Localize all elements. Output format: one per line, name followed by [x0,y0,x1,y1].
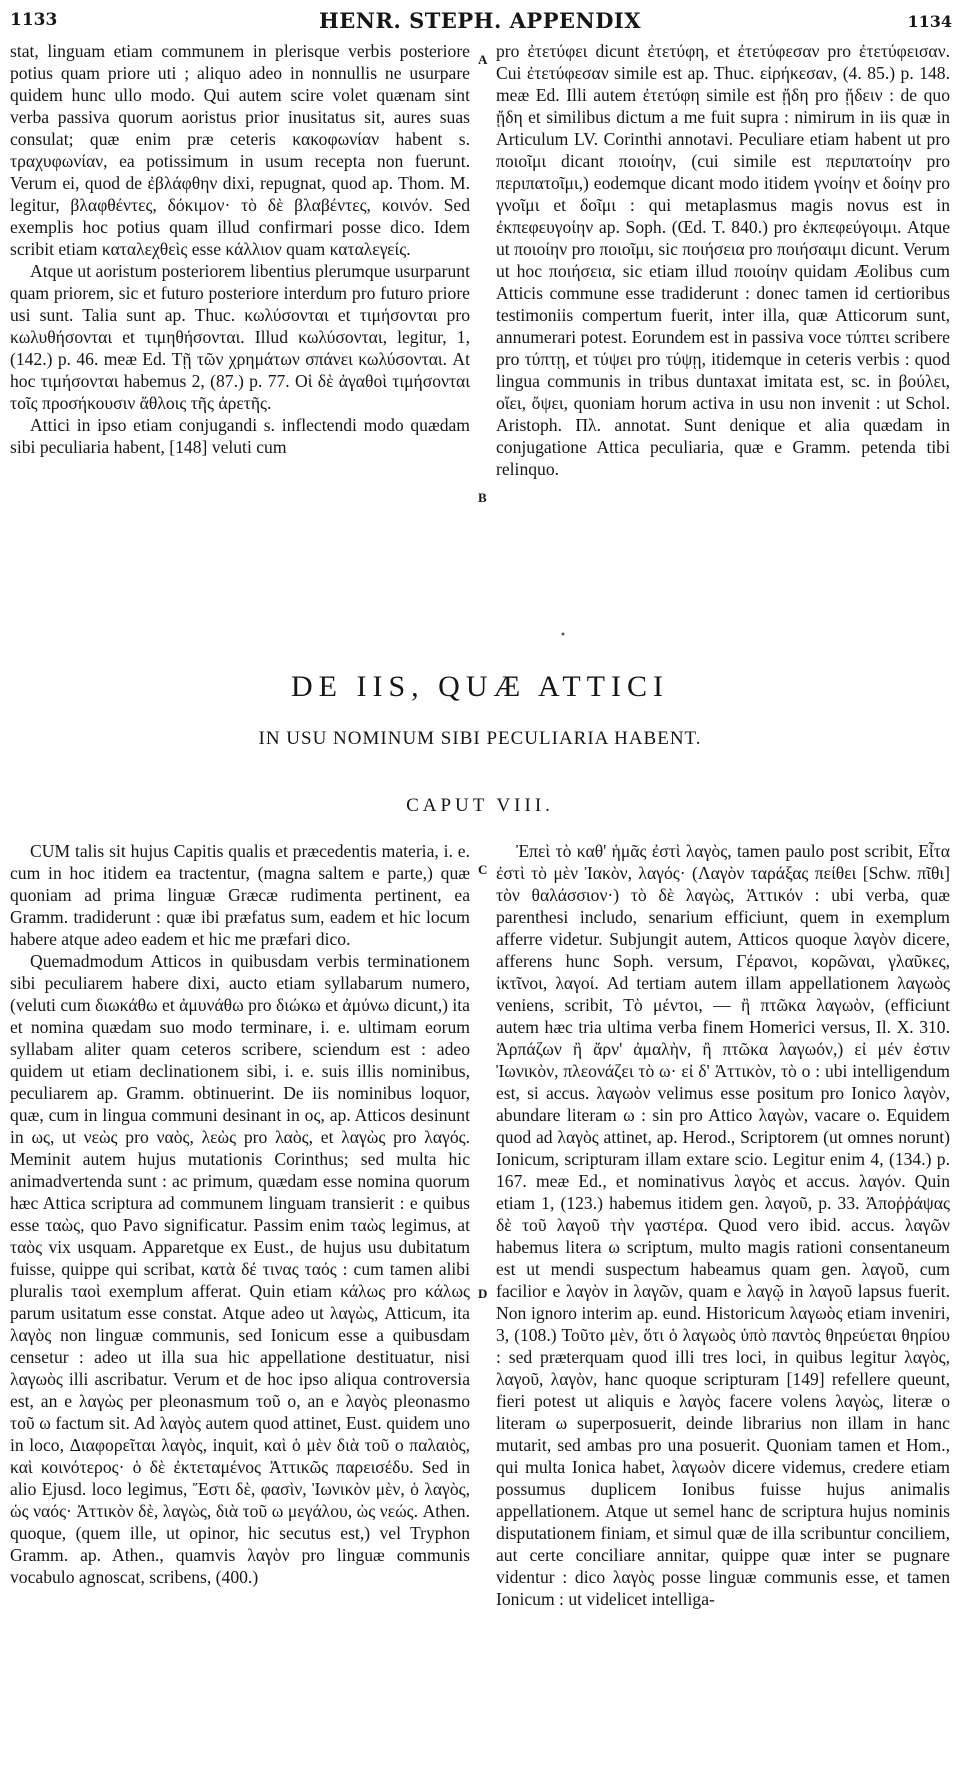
margin-marker-b: B [478,490,487,505]
top-right-column [496,40,950,540]
paragraph: Ἐπεὶ τὸ καθ' ἡμᾶς ἐστὶ λαγὸς, tamen paulo post scribit, Εἶτα ἐστὶ τὸ μὲν Ἰακὸν, λαγός· (Λαγὸν ταράξας πείθει [Schw. πῖθι] τὸν θαλάσσιον·) τὸ δὲ λαγὼς, Ἀττικόν : ubi verba, quæ parenthesi includo, senarium efficiunt, quem in exemplum afferre videtur. Subjungit autem, Atticos quoque λαγὸν dicere, afferens hunc Soph. versum, Γέρανοι, κορῶναι, γλαῦκες, ἰκτῖνοι, λαγοί. Ad tertiam autem illam appellationem λαγωὸς veniens, scribit, Τὸ μέντοι, — ἢ πτῶκα λαγωὸν, (efficiunt autem hæc tria ultima verba finem Homerici versus, Il. X. 310. Ἁρπάζων ἢ ἄρν' ἀμαλὴν, ἢ πτῶκα λαγωόν,) εἰ μέν ἐστιν Ἰωνικὸν, πλεονάζει τὸ ω· εἰ δ' Ἀττικὸν, τὸ ο : ubi intelligendum est, si accus. λαγωὸν velimus esse positum pro Ionico λαγὸν, abundare literam ω : sin pro Attico λαγὼν, vacare o. Equidem quod ad λαγὸς attinet, ap. Herod., Scriptorem (ut omnes norunt) Ionicum, scripturam illam extare scio. Legitur enim 4, (134.) p. 167. meæ Ed., et nominativus λαγὸς et accus. λαγόν. Quin etiam 1, (123.) habemus itidem gen. λαγοῦ, p. 33. Ἀποῤῥάψας δὲ τοῦ λαγοῦ τὴν γαστέρα. Quod vero ibid. accus. λαγῶν habemus litera ω scriptum, multo magis rationi consentaneum est ut mendi suspectum habeamus quam gen. λαγοῦ, cum facilior e λαγὸν in λαγῶν, quam e λαγῷ in λαγοῦ lapsus fuerit. Non ignoro interim ap. eund. Historicum λαγωὸς etiam inveniri, 3, (108.) Τοῦτο μὲν, ὅτι ὁ λαγωὸς ὑπὸ παντὸς θηρεύεται θηρίου : sed præterquam quod illi tres loci, in quibus legitur λαγὸς, λαγοῦ, λαγὸν, hanc quoque scripturam [149] refellere queunt, fieri potest ut aliquis e λαγὸς facere volens λαγὼς, literæ o literam ω superposuerit, deinde librarius non illam in hanc mutarit, sed ambas pro una posuerit. Quoniam tamen et Hom., qui multa Ionica habet, λαγωὸν dicere videmus, credere etiam possumus duplicem Ionibus fuisse hujus animalis appellationem. Atque ut semel hanc de scriptura hujus nominis disputationem finiam, et simul quæ de illa scribuntur conciliem, aut certe conciliare annitar, quippe quæ inter se pugnare videntur : dico λαγὸς posse linguæ communis esse, et tamen Ionicum : ut videlicet intelliga- [496,841,950,1609]
running-header [0,8,960,34]
chapter-heading: CAPUT VIII. [406,795,554,816]
margin-marker-a: A [478,52,488,67]
section-subtitle: IN USU NOMINUM SIBI PECULIARIA HABENT. [258,728,702,749]
paragraph: Quemadmodum Atticos in quibusdam verbis terminationem sibi peculiarem habere dixi, aucto etiam syllabarum numero, (veluti cum διωκάθω et ἀμυνάθω pro διώκω et ἀμύνω dicunt,) ita et nomina quædam suo modo terminare, i. e. ultimam eorum syllabam aliter quam ceteros scribere, sciendum est : adeo quidem ut etiam declinationem sibi, i. e. suis illis nominibus, peculiarem ap. Gramm. obtinuerint. De iis nominibus loquor, quæ, cum in lingua communi desinant in ος, ap. Atticos desinunt in ως, ut νεὼς pro ναὸς, λεὼς pro λαὸς, et λαγὼς pro λαγός. Meminit autem hujus mutationis Corinthus; sed multa hic animadvertenda sunt : ac primum, quædam esse nomina quorum hæc Attica scriptura ad communem linguam transierit : e quibus esse ταὼς, quo Pavo significatur. Passim enim ταὼς legimus, at ταὸς vix usquam. Apparetque ex Eust., de hujus usu dubitatum fuisse, quippe qui scribat, κατὰ δέ τινας ταός : cum tamen alibi pluralis ταοὶ exemplum afferat. Quin etiam κάλως pro κάλως parum usitatum esse constat. Atque adeo ut λαγὼς, Atticum, ita λαγὸς non linguæ communis, sed Ionicum esse a quibusdam censetur : adeo ut illa sua hic appellatione destituatur, nisi λαγωὸς illi ascribatur. Verum et de hoc ipso aliqua controversia est, an e λαγὼς per pleonasmum τοῦ ο, an e λαγὸς pleonasmo τοῦ ω factum sit. Ad λαγὸς autem quod attinet, Eust. quidem uno in loco, Διαφορεῖται λαγὸς, inquit, καὶ ὁ μὲν διὰ τοῦ ο παλαιὸς, καὶ κοινότερος· ὁ δὲ ἐκτεταμένος Ἀττικῶς παρεισέδυ. Sed in alio Ejusd. loco legimus, Ἔστι δὲ, φασὶν, Ἰωνικὸν μὲν, ὁ λαγὸς, ὡς ναός· Ἀττικὸν δὲ, λαγὼς, διὰ τοῦ ω μεγάλου, ὡς νεώς. Athen. quoque, (quem ille, ut opinor, hic secutus est,) vel Tryphon Gramm. ap. Athen., quamvis λαγὸν pro linguæ communis vocabulo agnoscat, scribens, (400.) [10,951,470,1587]
running-title: HENR. STEPH. APPENDIX [318,8,642,33]
top-left-column [10,40,470,540]
bottom-right-column [496,840,950,1766]
paragraph: pro ἐτετύφει dicunt ἐτετύφη, et ἐτετύφεσαν pro ἐτετύφεισαν. Cui ἐτετύφεσαν simile est ap. Thuc. εἰρήκεσαν, (4. 85.) p. 148. meæ Ed. Illi autem ἐτετύφη simile est ᾔδη pro ᾔδειν : de quo ᾔδη et similibus dictum a me fuit supra : nimirum in iis quæ in Articulum LV. Corinthi annotavi. Peculiare etiam habent ut pro ποιοῖμι dicant ποιοίην, (cui simile est περιπατοίην pro περιπατοῖμι,) eodemque dicant modo itidem γνοίην et δοίην pro γνοῖμι et δοῖμι : qui metaplasmus magis novus est in ἐκπεφευγοίην ap. Soph. (Œd. T. 840.) pro ἐκπεφεύγοιμι. Atque ut ποιοίην pro ποιοῖμι, sic ποιήσεια pro ποιήσαιμι dicunt. Verum ut hoc ποιήσεια, sic etiam illud ποιοίην quidam Æolibus cum Atticis commune esse tradiderunt : donec tamen id certioribus testimoniis compertum fuerit, inter illa, quæ Atticorum sunt, annumerari potest. Eorundem est in passiva voce τύπτει scribere pro τύπτῃ, et τύψει pro τύψῃ, itidemque in ceteris verbis : quod lingua communis in tribus duntaxat imitata est, sc. in βούλει, οἴει, ὄψει, quoniam horum activa in usu non invenit : ut Schol. Aristoph. Πλ. annotat. Sunt denique et alia quædam in conjugatione Attica peculiaria, quæ e Gramm. petenda tibi relinquo. [496,41,950,479]
paragraph: CUM talis sit hujus Capitis qualis et præcedentis materia, i. e. cum in hoc itidem ea tractentur, (magna saltem e parte,) quæ quoniam ad prima linguæ Græcæ rudimenta pertinent, ea Gramm. tradiderunt : quæ ibi præfatus sum, eadem et hic locum habere atque adeo eadem et hic me præfari dico. [10,841,470,949]
paragraph: Atque ut aoristum posteriorem libentius plerumque usurparunt quam priorem, sic et futuro posteriore interdum pro futuro priore usi sunt. Talia sunt ap. Thuc. κωλύσονται et τιμήσονται pro κωλυθήσονται et τιμηθήσονται. Illud κωλύσονται, legitur, 1, (142.) p. 46. meæ Ed. Τῇ τῶν χρημάτων σπάνει κωλύσονται. At hoc τιμήσονται habemus 2, (87.) p. 77. Οἱ δὲ ἀγαθοὶ τιμήσονται τοῖς προσήκουσιν ἄθλοις τῆς ἀρετῆς. [10,261,470,413]
margin-marker-d: D [478,1286,488,1301]
paragraph: Attici in ipso etiam conjugandi s. inflectendi modo quædam sibi peculiaria habent, [148] veluti cum [10,415,470,457]
section-title: DE IIS, QUÆ ATTICI [291,670,669,703]
margin-marker-c: C [478,862,488,877]
page-number-left: 1133 [10,10,58,30]
bottom-left-column [10,840,470,1766]
ornament-dot: • [560,630,566,641]
paragraph: stat, linguam etiam communem in plerisque verbis posteriore potius quam priore uti ; aliquo adeo in nonnullis ne usurpare quidem hunc ullo modo. Qui autem scire volet quænam sint verba passiva quorum aoristus prior inusitatus sit, aures suas consulat; quæ enim præ ceteris κακοφωνίαν habent s. τραχυφωνίαν, ea potissimum in usum recepta non fuerunt. Verum ei, quod de ἐβλάφθην dixi, repugnat, quod ap. Thom. M. legitur, βλαφθέντες, δόκιμον· τὸ δὲ βλαβέντες, κοινόν. Sed exemplis hoc potius quam illud confirmari posse dico. Idem scribit etiam καταλεχθεὶς esse κάλλιον quam καταλεγείς. [10,41,470,259]
page-number-right: 1134 [907,12,952,31]
